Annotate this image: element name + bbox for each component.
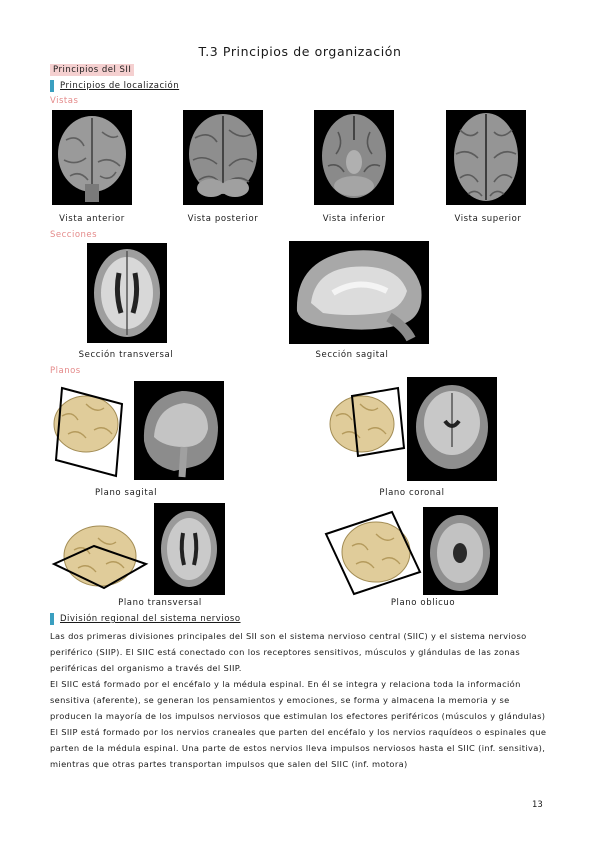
vistas-label: Vistas <box>50 96 79 106</box>
caption-vista-anterior: Vista anterior <box>59 214 125 224</box>
brain-posterior-image <box>183 110 263 205</box>
brain-anterior-image <box>52 110 132 205</box>
caption-plano-oblicuo: Plano oblicuo <box>390 598 456 608</box>
plano-oblicuo-brain-image <box>322 506 422 598</box>
section-label: Principios del SII <box>50 64 134 76</box>
plano-transversal-mri-image <box>154 503 225 595</box>
caption-plano-sagital: Plano sagital <box>94 488 158 498</box>
caption-plano-transversal: Plano transversal <box>118 598 202 608</box>
plano-sagital-brain-image <box>50 380 130 480</box>
secciones-label: Secciones <box>50 230 98 240</box>
caption-vista-superior: Vista superior <box>454 214 522 224</box>
paragraph: El SIIP está formado por los nervios craneales que parten del encéfalo y los nervios raquídeos o espinales que parten de la médula espinal. Una parte de estos nervios lleva impulsos nerviosos hasta el SIIC (inf. sensitiva), mientras que otras partes transportan impulsos que salen del SIIC (inf. motora) <box>50 727 547 769</box>
plano-oblicuo-mri-image <box>423 507 498 595</box>
caption-plano-coronal: Plano coronal <box>379 488 445 498</box>
caption-vista-inferior: Vista inferior <box>322 214 386 224</box>
caption-seccion-transversal: Sección transversal <box>78 350 174 360</box>
plano-sagital-mri-image <box>134 381 224 480</box>
caption-seccion-sagital: Sección sagital <box>315 350 389 360</box>
plano-coronal-brain-image <box>322 380 410 480</box>
page-number: 13 <box>532 800 543 810</box>
paragraph: El SIIC está formado por el encéfalo y la médula espinal. En él se integra y relaciona toda la información sensitiva (aferente), se generan los pensamientos y emociones, se forma y almacena la memoria y se producen la mayoría de los impulsos nerviosos que estimulan los efectores periféricos (músculos y glándulas) <box>50 679 546 721</box>
paragraph: Las dos primeras divisiones principales del SII son el sistema nervioso central (SIIC) y el sistema nervioso periférico (SIIP). El SIIC está conectado con los receptores sensitivos, músculos y glándulas de las zonas periféricas del organismo a través del SIIP. <box>50 631 527 673</box>
planos-label: Planos <box>50 366 81 376</box>
subsection-localizacion: Principios de localización <box>50 80 179 92</box>
subsection-division: División regional del sistema nervioso <box>50 613 241 625</box>
brain-superior-image <box>446 110 526 205</box>
page-title: T.3 Principios de organización <box>198 44 402 59</box>
brain-inferior-image <box>314 110 394 205</box>
section-sagittal-image <box>289 241 429 344</box>
caption-vista-posterior: Vista posterior <box>187 214 259 224</box>
plano-coronal-mri-image <box>407 377 497 481</box>
plano-transversal-brain-image <box>50 520 150 592</box>
body-text <box>50 628 550 772</box>
section-transverse-image <box>87 243 167 343</box>
